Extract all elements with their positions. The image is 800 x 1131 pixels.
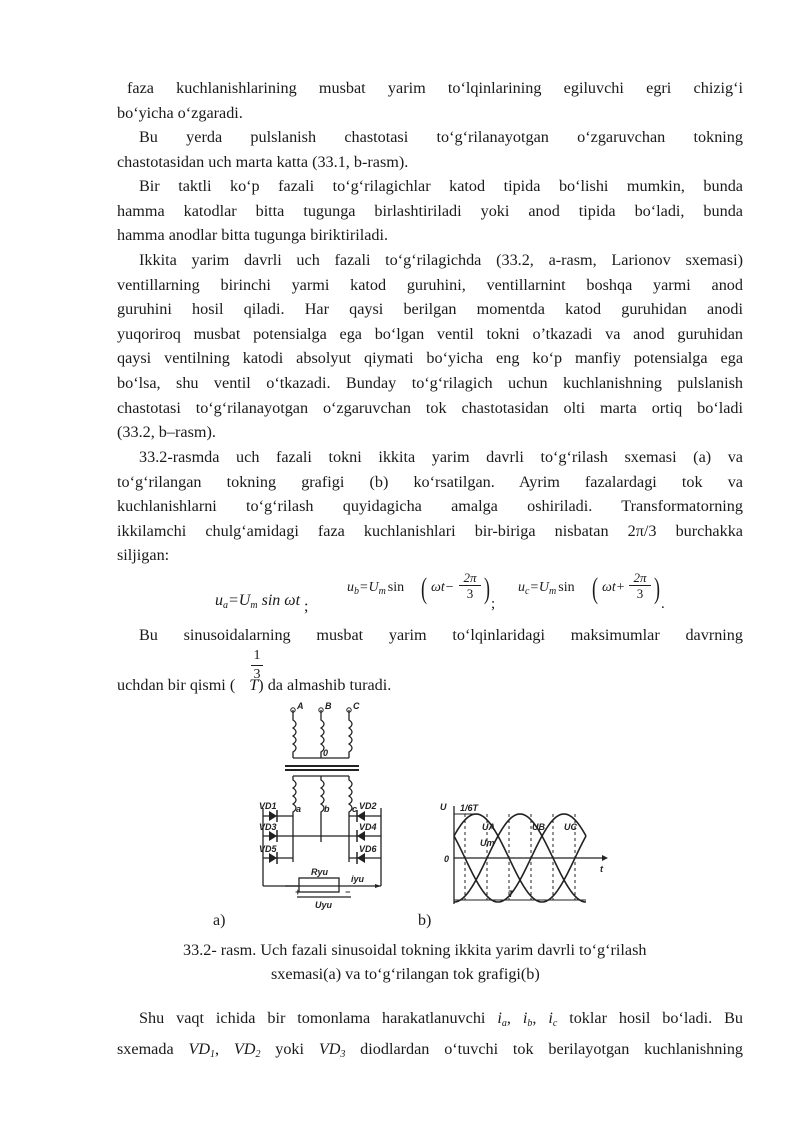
formula-uc-bracket: ) — [654, 572, 660, 605]
text-line — [117, 1037, 743, 1068]
minus-sign: − — [345, 887, 351, 897]
fraction-numerator: 2π — [633, 570, 647, 585]
formula-symbol: =U — [529, 580, 550, 595]
ub-label: UB — [532, 822, 545, 832]
formula-subscript: b — [354, 586, 359, 597]
current-symbol: i — [522, 1009, 528, 1027]
phase-a-label: A — [297, 701, 304, 711]
paragraph-3 — [117, 174, 743, 248]
text-line: to‘g‘rilangan tokning grafigi (b) ko‘rsatilgan. Ayrim fazalardagi tok va — [117, 472, 743, 491]
figure-caption — [117, 938, 781, 986]
fraction-denominator: 3 — [253, 667, 261, 682]
text-fragment: , — [532, 1009, 549, 1027]
vd4-label: VD4 — [359, 822, 377, 832]
period-label: T — [508, 889, 514, 899]
vd2-label: VD2 — [359, 801, 377, 811]
secondary-a-label: a — [296, 804, 302, 814]
load-voltage-label: Uyu — [315, 900, 333, 910]
formula-symbol: sin ωt — [261, 592, 301, 609]
formula-ub-bracket: ) — [484, 572, 490, 605]
text-line: ventillarning birinchi yarmi katod guruhini, ventillarnint boshqa yarmi anod — [117, 275, 743, 294]
fraction-denominator: 3 — [636, 586, 644, 601]
fraction-bar — [251, 665, 263, 666]
diode-symbol: VD — [318, 1039, 341, 1058]
formula-subscript: a — [223, 600, 228, 611]
text-line — [117, 1006, 743, 1037]
text-fragment: yoki — [260, 1039, 319, 1058]
text-fragment: , — [215, 1039, 234, 1058]
text-line: chastotasi to‘g‘rilanayotgan o‘zgaruvchan tok chastotasidan olti marta ortiq bo‘ladi — [117, 398, 743, 417]
formula-subscript: m — [549, 586, 557, 597]
formula-separator: ; — [304, 598, 309, 615]
text-line: Ikkita yarim davrli uch fazali to‘g‘rilagichda (33.2, a-rasm, Larionov sxemasi) — [139, 251, 743, 269]
formula-uc-arg: ωt+ — [602, 580, 626, 595]
text-line: kuchlanishlarni to‘g‘rilash quyidagicha amalga oshiriladi. Transformatorning — [117, 497, 743, 516]
fraction-numerator: 2π — [463, 570, 477, 585]
paragraph-4 — [117, 248, 743, 445]
diode-symbol: VD — [188, 1039, 211, 1058]
formula-symbol: u — [215, 592, 223, 609]
text-line: ikkilamchi chulg‘amidagi faza kuchlanishlari bir-biriga nisbatan 2π/3 burchakka — [117, 521, 743, 540]
um-label: Um — [480, 838, 495, 848]
caption-line: 33.2- rasm. Uch fazali sinusoidal tokning ikkita yarim davrli to‘g‘rilash — [183, 941, 647, 959]
paragraph-1 — [117, 76, 743, 125]
text-line: hamma anodlar bitta tugunga biriktiriladi. — [117, 226, 389, 245]
text-line: (33.2, b–rasm). — [117, 423, 216, 442]
secondary-c-label: c — [352, 804, 358, 814]
formula-end: . — [661, 596, 665, 612]
uc-label: UC — [564, 822, 577, 832]
paragraph-7 — [117, 1006, 743, 1067]
load-resistor-label: Ryu — [311, 867, 329, 877]
paragraph-5 — [117, 445, 743, 568]
figure-label-a: a) — [213, 912, 226, 929]
subscript: 2 — [255, 1048, 261, 1060]
text-fragment: sxemada — [117, 1039, 189, 1058]
text-line: bo‘yicha o‘zgaradi. — [117, 103, 243, 122]
load-current-label: iyu — [351, 874, 365, 884]
neutral-label: 0 — [323, 748, 329, 758]
formula-row — [0, 570, 800, 620]
subscript: b — [527, 1018, 533, 1029]
formula-separator: ; — [491, 596, 496, 612]
vd5-label: VD5 — [259, 844, 277, 854]
plus-sign: + — [295, 887, 301, 897]
ua-label: UA — [482, 822, 495, 832]
formula-symbol: u — [518, 580, 525, 595]
text-line: yuqoriroq musbat potensialga ega bo‘lgan ventil tokni o’tkazadi va anod guruhidan — [117, 324, 743, 343]
y-axis-label: U — [440, 802, 447, 812]
period-symbol: T — [249, 676, 259, 694]
text-fragment: ) da almashib turadi. — [258, 676, 392, 694]
text-line: siljigan: — [117, 546, 170, 565]
text-line: qaysi ventilning katodi absolyut qiymati bo‘yicha eng ko‘p manfiy potensialga ega — [117, 349, 743, 368]
formula-ub-fraction — [459, 570, 481, 601]
formula-ua — [215, 592, 309, 615]
caption-line: sxemasi(a) va to‘g‘rilangan tok grafigi(b) — [271, 965, 540, 983]
text-line: guruhini hosil qiladi. Har qaysi berilgan momentda katod guruhidan anodi — [117, 300, 743, 319]
formula-subscript: c — [525, 586, 530, 597]
rectified-voltage-graph — [436, 800, 616, 910]
paragraph-2 — [117, 125, 743, 174]
text-fragment: toklar hosil bo‘ladi. Bu — [557, 1009, 744, 1027]
fraction-denominator: 3 — [466, 586, 474, 601]
secondary-b-label: b — [324, 804, 330, 814]
figure-label-b: b) — [418, 912, 432, 929]
text-line: 33.2-rasmda uch fazali tokni ikkita yarim davrli to‘g‘rilash sxemasi (a) va — [139, 448, 743, 466]
formula-ub — [347, 580, 404, 597]
formula-subscript: m — [250, 600, 258, 611]
current-symbol: i — [548, 1009, 553, 1027]
formula-uc — [518, 580, 575, 597]
interval-label: 1/6T — [460, 803, 479, 813]
subscript: c — [552, 1018, 558, 1029]
formula-symbol: sin — [558, 580, 575, 595]
text-line: chastotasidan uch marta katta (33.1, b-rasm). — [117, 152, 409, 171]
text-fragment: Shu vaqt ichida bir tomonlama harakatlanuvchi — [139, 1009, 498, 1027]
text-line: faza kuchlanishlarining musbat yarim to‘lqinlarining egiluvchi egri chizig‘i — [127, 79, 743, 97]
x-axis-label: t — [600, 864, 603, 874]
formula-ub-arg: ωt− — [431, 580, 455, 595]
phase-b-label: B — [325, 701, 332, 711]
paragraph-6 — [117, 623, 743, 648]
formula-symbol: sin — [387, 580, 405, 595]
rectifier-circuit-diagram — [255, 700, 390, 910]
vd3-label: VD3 — [259, 822, 277, 832]
subscript: 3 — [340, 1048, 346, 1060]
formula-uc-bracket: ( — [592, 572, 598, 605]
diode-symbol: VD — [233, 1039, 256, 1058]
fraction-numerator: 1 — [253, 648, 261, 663]
phase-c-label: C — [353, 701, 360, 711]
text-line: Bu yerda pulslanish chastotasi to‘g‘rilanayotgan o‘zgaruvchan tokning — [139, 128, 743, 146]
formula-symbol: =U — [359, 580, 379, 595]
text-fragment: , — [506, 1009, 523, 1027]
formula-uc-fraction — [629, 570, 651, 601]
text-line: Bir taktli ko‘p fazali to‘g‘rilagichlar katod tipida bo‘lishi mumkin, bunda — [139, 177, 743, 195]
vd6-label: VD6 — [359, 844, 377, 854]
text-fragment: uchdan bir qismi ( — [117, 676, 236, 694]
vd1-label: VD1 — [259, 801, 277, 811]
text-fragment: diodlardan o‘tuvchi tok berilayotgan kuchlanishning — [345, 1039, 744, 1058]
text-line: hamma katodlar bitta tugunga birlashtiriladi yoki anod tipida bo‘ladi, bunda — [117, 201, 743, 220]
subscript: a — [501, 1018, 507, 1029]
formula-symbol: =U — [228, 592, 251, 609]
origin-label: 0 — [444, 854, 450, 864]
formula-subscript: m — [378, 586, 386, 597]
formula-symbol: u — [347, 580, 354, 595]
text-line: Bu sinusoidalarning musbat yarim to‘lqinlaridagi maksimumlar davrning — [139, 626, 743, 644]
subscript: 1 — [210, 1048, 216, 1060]
text-line: bo‘lsa, shu ventil o‘tkazadi. Bunday to‘g‘rilagich uchun kuchlanishning pulslanish — [117, 373, 743, 392]
current-symbol: i — [497, 1009, 502, 1027]
text-line — [117, 673, 391, 697]
formula-ub-bracket: ( — [421, 572, 427, 605]
